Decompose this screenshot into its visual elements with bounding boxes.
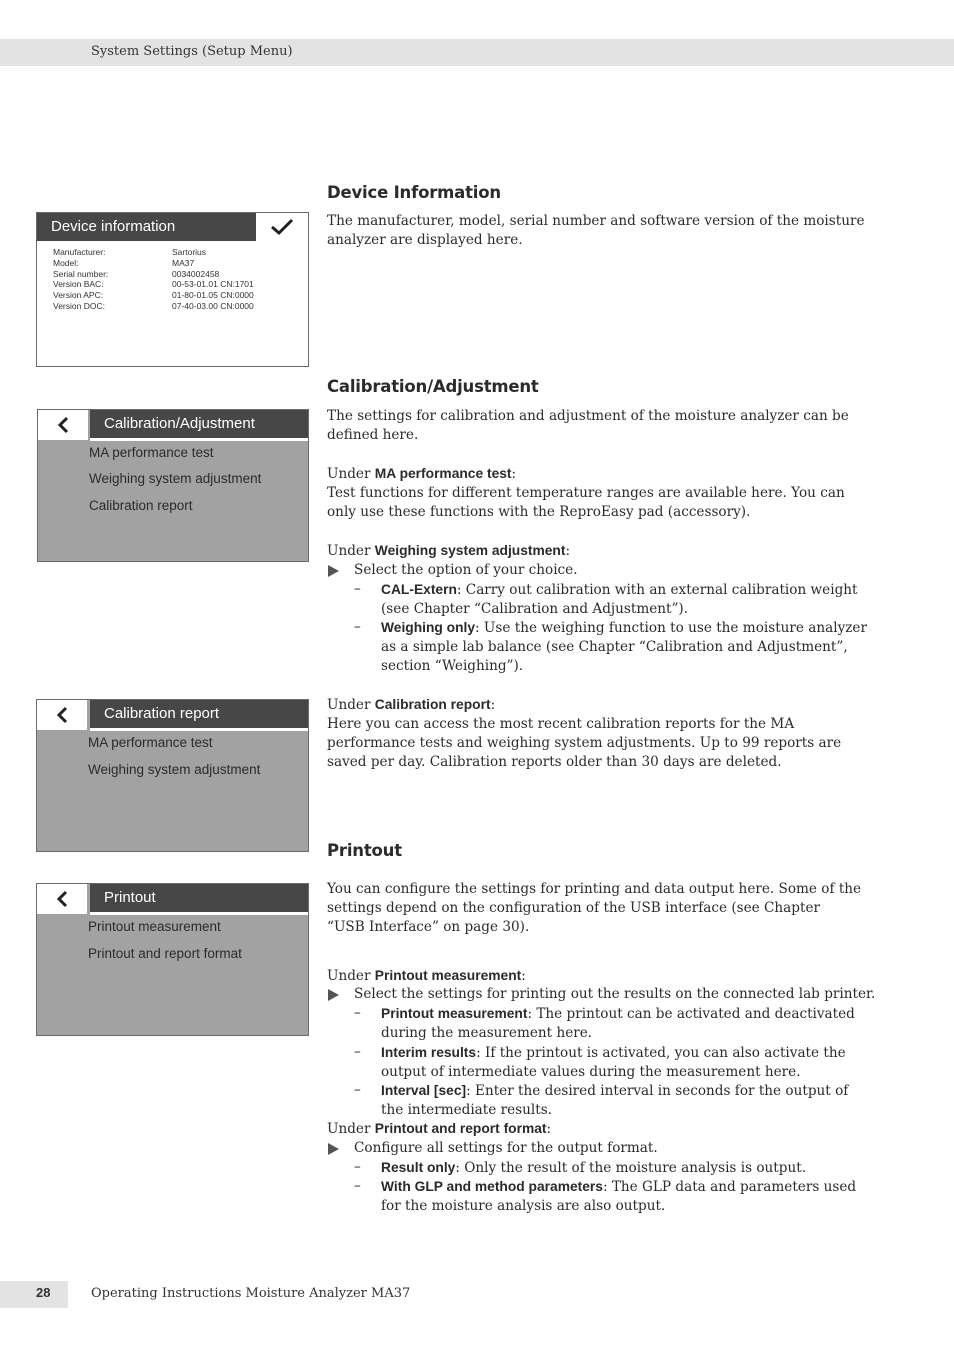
device-info-title: Device information xyxy=(37,213,256,241)
triangle-right-icon xyxy=(328,1143,339,1155)
info-row: Model: MA37 xyxy=(53,257,195,268)
printout-heading: Printout xyxy=(327,841,402,860)
device-info-table xyxy=(53,247,254,312)
list-item-result-only: – Result only: Only the result of the moisture analysis is output. xyxy=(354,1159,807,1176)
page-number-box xyxy=(0,1281,68,1308)
weighing-adjustment-intro: Under Weighing system adjustment: xyxy=(327,543,571,559)
calibration-report-screen xyxy=(36,699,309,852)
menu-item-calibration-report[interactable]: Calibration report xyxy=(89,498,193,513)
section-title: System Settings (Setup Menu) xyxy=(91,44,293,59)
footer-title: Operating Instructions Moisture Analyzer MA37 xyxy=(91,1286,411,1301)
info-row: Manufacturer: Sartorius xyxy=(53,247,207,257)
info-row: Version APC: 01-80-01.05 CN:0000 xyxy=(53,290,254,301)
info-row: Serial number: 0034002458 xyxy=(53,268,220,279)
menu-item-ma-performance-test[interactable]: MA performance test xyxy=(89,445,214,460)
menu-item-weighing-system-adjustment[interactable]: Weighing system adjustment xyxy=(88,762,261,777)
back-button[interactable] xyxy=(37,884,87,914)
printout-title: Printout xyxy=(90,884,308,915)
page-number: 28 xyxy=(36,1285,51,1300)
printout-screen xyxy=(36,883,309,1036)
triangle-right-icon xyxy=(328,989,339,1001)
menu-item-printout-report-format[interactable]: Printout and report format xyxy=(88,946,242,961)
menu-item-printout-measurement[interactable]: Printout measurement xyxy=(88,919,221,934)
calibration-report-intro: Under Calibration report: xyxy=(327,697,496,713)
list-item-glp-parameters: – With GLP and method parameters: The GLP data and parameters used for the moisture analysis are also output. xyxy=(354,1178,857,1215)
printout-body: You can configure the settings for printing and data output here. Some of the settings depend on the configuration of the USB interface (see Chapter “USB Interface” on page 30). xyxy=(327,881,862,936)
list-item-interim-results: – Interim results: If the printout is activated, you can also activate the output of intermediate values during the measurement here. xyxy=(354,1044,846,1081)
list-item-printout-measurement: – Printout measurement: The printout can be activated and deactivated during the measurement here. xyxy=(354,1005,855,1042)
calibration-title: Calibration/Adjustment xyxy=(90,410,308,441)
menu-item-ma-performance-test[interactable]: MA performance test xyxy=(88,735,213,750)
menu-item-weighing-system-adjustment[interactable]: Weighing system adjustment xyxy=(89,471,262,486)
device-info-heading: Device Information xyxy=(327,183,501,202)
calibration-screen xyxy=(37,409,309,562)
chevron-left-icon xyxy=(56,416,70,434)
info-row: Version BAC: 00-53-01.01 CN:1701 xyxy=(53,279,254,290)
info-row: Version DOC: 07-40-03.00 CN:0000 xyxy=(53,300,254,311)
chevron-left-icon xyxy=(55,890,69,908)
report-format-intro: Under Printout and report format: xyxy=(327,1121,552,1137)
device-info-screen xyxy=(36,212,309,367)
chevron-left-icon xyxy=(55,706,69,724)
calibration-report-body: Here you can access the most recent calibration reports for the MA performance tests and weighing system adjustments. Up to 99 reports are saved per day. Calibration reports older than 30 days are deleted. xyxy=(327,716,842,771)
list-item-weighing-only: – Weighing only: Use the weighing function to use the moisture analyzer as a simple lab balance (see Chapter “Calibration and Adjustment”, section “Weighing”). xyxy=(354,619,867,675)
device-info-body: The manufacturer, model, serial number and software version of the moisture analyzer are displayed here. xyxy=(327,213,865,249)
triangle-right-icon xyxy=(328,565,339,577)
calibration-body: The settings for calibration and adjustment of the moisture analyzer can be defined here. xyxy=(327,408,849,444)
calibration-heading: Calibration/Adjustment xyxy=(327,377,539,396)
calibration-report-title: Calibration report xyxy=(90,700,308,731)
printout-measurement-intro: Under Printout measurement: xyxy=(327,968,526,984)
back-button[interactable] xyxy=(37,700,87,730)
running-header xyxy=(0,39,954,66)
list-item-cal-extern: – CAL-Extern: Carry out calibration with an external calibration weight (see Chapter “Calibration and Adjustment”). xyxy=(354,581,858,618)
back-button[interactable] xyxy=(38,410,88,440)
checkmark-icon xyxy=(270,218,294,236)
ma-performance-intro: Under MA performance test: xyxy=(327,466,517,482)
ma-performance-body: Test functions for different temperature ranges are available here. You can only use these functions with the ReproEasy pad (accessory). xyxy=(327,485,845,521)
confirm-button[interactable] xyxy=(256,213,308,241)
list-item-interval: – Interval [sec]: Enter the desired interval in seconds for the output of the intermediate results. xyxy=(354,1082,849,1119)
